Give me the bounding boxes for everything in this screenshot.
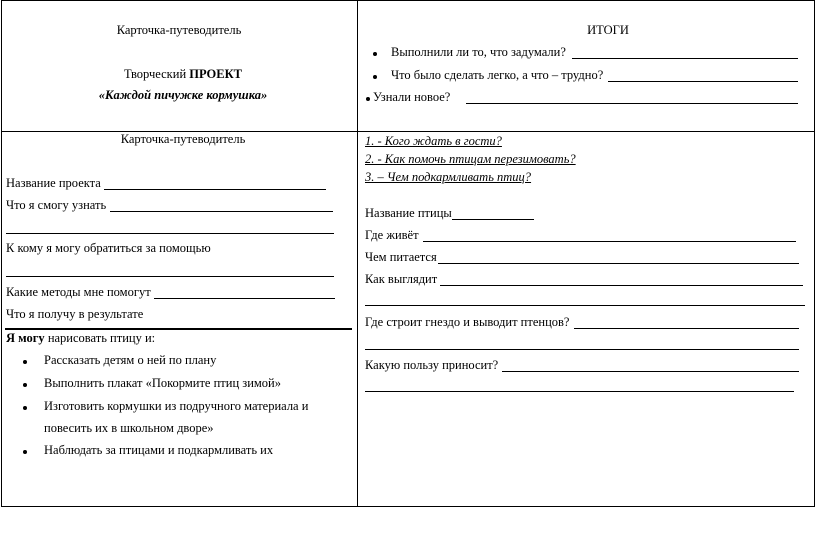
- i-can-line: [6, 331, 155, 346]
- field-nest: Где строит гнездо и выводит птенцов?: [365, 315, 570, 329]
- bullet-icon: [366, 97, 370, 101]
- bullet-icon: [23, 360, 27, 364]
- result-item-3: Узнали новое?: [373, 90, 451, 104]
- card-title-bottom: Карточка-путеводитель: [120, 132, 246, 146]
- answer-line: [502, 371, 799, 372]
- results-title: ИТОГИ: [587, 23, 629, 37]
- result-item-2: Что было сделать легко, а что – трудно?: [391, 68, 604, 82]
- field-habitat: Где живёт: [365, 228, 419, 242]
- answer-line: [110, 211, 333, 212]
- field-food: Чем питается: [365, 250, 437, 264]
- plan-item-3-cont: повесить их в школьном дворе»: [44, 421, 214, 435]
- plan-item-4: Наблюдать за птицами и подкармливать их: [44, 443, 274, 457]
- answer-line: [440, 285, 803, 286]
- plan-item-1: Рассказать детям о ней по плану: [44, 353, 217, 367]
- answer-line: [574, 328, 799, 329]
- answer-line: [423, 241, 796, 242]
- answer-line: [438, 263, 799, 264]
- section-divider: [5, 328, 352, 330]
- answer-line: [608, 81, 798, 82]
- answer-line: [365, 349, 799, 350]
- plan-item-3: Изготовить кормушки из подручного материала и: [44, 399, 309, 413]
- project-name: «Каждой пичужке кормушка»: [98, 88, 268, 102]
- field-bird-name: Название птицы: [365, 206, 452, 220]
- answer-line: [365, 305, 805, 306]
- answer-line: [452, 219, 534, 220]
- answer-line: [6, 233, 334, 234]
- field-who-help: К кому я могу обратиться за помощью: [6, 241, 211, 255]
- field-project-name: Название проекта: [6, 176, 101, 190]
- bullet-icon: [23, 406, 27, 410]
- result-item-1: Выполнили ли то, что задумали?: [391, 45, 566, 59]
- bullet-icon: [23, 450, 27, 454]
- answer-line: [104, 189, 326, 190]
- answer-line: [572, 58, 798, 59]
- plan-item-2: Выполнить плакат «Покормите птиц зимой»: [44, 376, 281, 390]
- field-appearance: Как выглядит: [365, 272, 438, 286]
- field-methods: Какие методы мне помогут: [6, 285, 151, 299]
- project-label: ПРОЕКТ: [189, 67, 243, 81]
- field-what-learn: Что я смогу узнать: [6, 198, 107, 212]
- answer-line: [154, 298, 335, 299]
- creative-label: Творческий: [123, 67, 187, 81]
- field-result: Что я получу в результате: [6, 307, 144, 321]
- answer-line: [365, 391, 794, 392]
- bullet-icon: [373, 75, 377, 79]
- i-can-rest: нарисовать птицу и:: [44, 331, 156, 345]
- project-heading: [1, 67, 365, 82]
- i-can-bold: Я могу: [6, 331, 45, 345]
- question-3: 3. – Чем подкармливать птиц?: [365, 170, 532, 184]
- field-benefit: Какую пользу приносит?: [365, 358, 499, 372]
- question-2: 2. - Как помочь птицам перезимовать?: [365, 152, 576, 166]
- question-1: 1. - Кого ждать в гости?: [365, 134, 502, 148]
- answer-line: [466, 103, 798, 104]
- bullet-icon: [373, 52, 377, 56]
- answer-line: [6, 276, 334, 277]
- card-title-top: Карточка-путеводитель: [116, 23, 242, 37]
- bullet-icon: [23, 383, 27, 387]
